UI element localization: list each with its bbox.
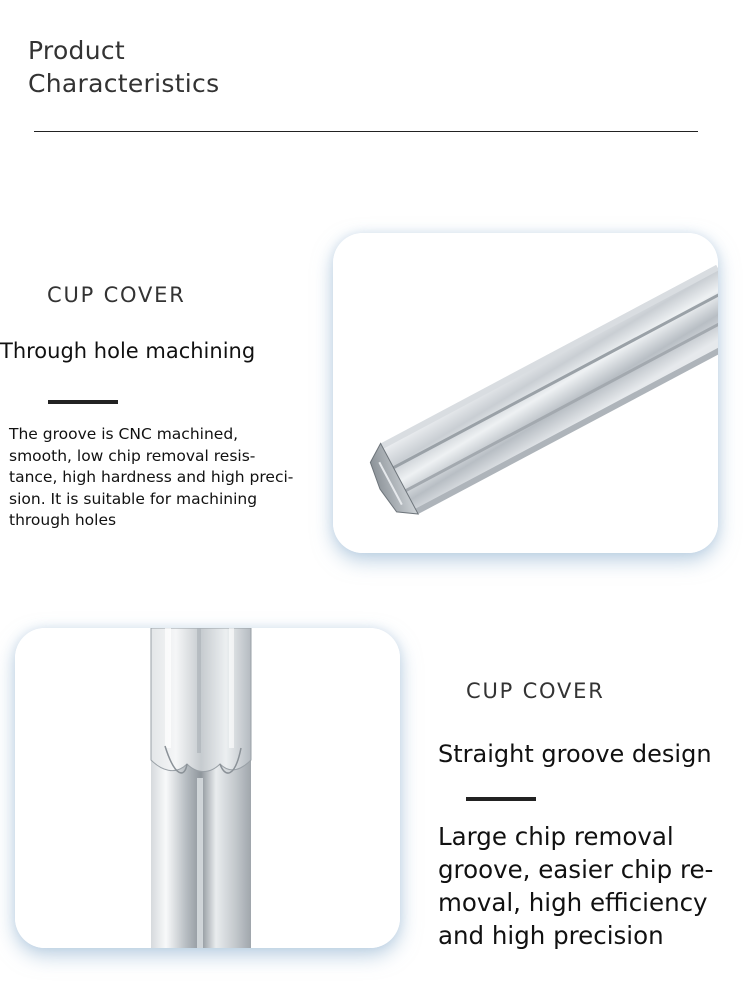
title-divider — [34, 131, 698, 132]
description-line: The groove is CNC machined, — [9, 425, 239, 443]
reamer-flute-photo-card — [15, 628, 400, 948]
brand-label: CUP COVER — [47, 283, 186, 307]
description-line: smooth, low chip removal resis- — [9, 446, 256, 465]
section-description — [9, 424, 314, 532]
description-line: and high precision — [438, 921, 664, 950]
brand-label: CUP COVER — [466, 679, 605, 703]
reamer-tip-image — [333, 233, 718, 553]
section-divider — [466, 797, 536, 801]
description-line: sion. It is suitable for machining — [9, 489, 258, 508]
reamer-tip-photo-card — [333, 233, 718, 553]
description-line: tance, high hardness and high preci- — [9, 468, 294, 486]
page-title-line-2: Characteristics — [28, 69, 220, 98]
section-subheading: Through hole machining — [0, 339, 256, 363]
description-line: groove, easier chip re- — [438, 855, 714, 884]
page-title — [28, 34, 219, 100]
section-subheading: Straight groove design — [438, 740, 712, 768]
description-line: moval, high efficiency — [438, 888, 708, 917]
description-line: through holes — [9, 511, 117, 529]
reamer-flute-image — [15, 628, 400, 948]
page-title-line-1: Product — [28, 36, 126, 65]
section-divider — [48, 400, 118, 404]
description-line: Large chip removal — [438, 822, 674, 851]
section-description — [438, 820, 738, 952]
